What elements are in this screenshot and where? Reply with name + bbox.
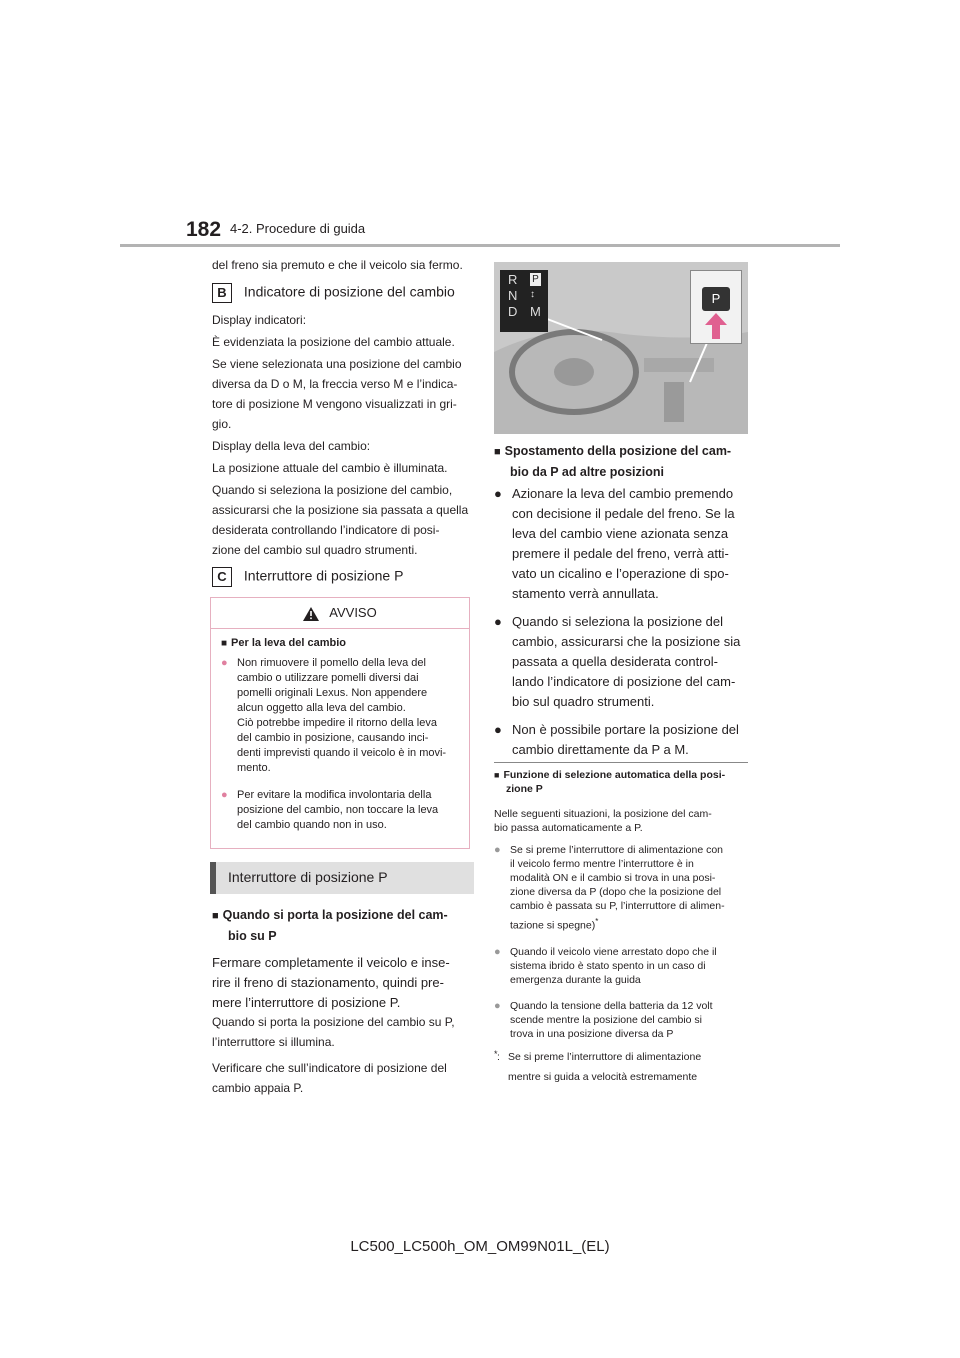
label-b-badge: B — [212, 283, 232, 303]
b-para: Quando si seleziona la posizione del cambio, — [212, 483, 453, 497]
list-item — [494, 720, 754, 760]
line: premere il pedale del freno, verrà atti- — [512, 546, 729, 561]
footnote-ref: * — [595, 917, 599, 926]
line: mento. — [237, 762, 271, 774]
page-number: 182 — [186, 218, 222, 241]
line: del cambio quando non in uso. — [237, 819, 387, 831]
p-switch-knob: P — [702, 287, 730, 311]
arrow-icon: ↕ — [530, 289, 535, 300]
intro-text: del freno sia premuto e che il veicolo sia fermo. — [212, 258, 463, 272]
line: Non è possibile portare la posizione del — [512, 722, 739, 737]
line: mere l’interruttore di posizione P. — [212, 995, 401, 1010]
line: alcun oggetto alla leva del cambio. — [237, 702, 406, 714]
line: Quando la tensione della batteria da 12 volt — [510, 999, 713, 1012]
header-rule — [120, 244, 840, 247]
label-c-title: Interruttore di posizione P — [243, 567, 404, 584]
footer-code: LC500_LC500h_OM_OM99N01L_(EL) — [350, 1238, 610, 1255]
line: Per evitare la modifica involontaria della — [237, 789, 432, 801]
footnote — [494, 1047, 754, 1087]
bullet-dot-icon: ● — [494, 486, 502, 501]
square-bullet-icon: ■ — [221, 638, 228, 649]
pink-up-arrow-icon — [705, 313, 727, 339]
warning-bullet — [221, 656, 459, 776]
line: Non rimuovere il pomello della leva del — [237, 657, 426, 669]
gear-r: R — [508, 272, 518, 287]
line: lando l’indicatore di posizione del cam- — [512, 674, 736, 689]
line: rire il freno di stazionamento, quindi pre- — [212, 975, 444, 990]
b-para: desiderata controllando l’indicatore di posi- — [212, 523, 440, 537]
line: cambio o utilizzare pomelli diversi dai — [237, 672, 419, 684]
intro-3 — [494, 807, 754, 835]
line: l’interruttore si illumina. — [212, 1035, 335, 1049]
line: tazione si spegne) — [510, 919, 596, 932]
heading-line: Spostamento della posizione del cam- — [504, 444, 732, 458]
line: passata a quella desiderata control- — [512, 654, 718, 669]
heading-2 — [494, 441, 754, 482]
warning-title: AVVISO — [329, 605, 377, 620]
section-bar — [210, 862, 474, 894]
p-switch-inset — [690, 270, 742, 344]
list-item — [494, 484, 754, 604]
list-item — [494, 612, 754, 712]
line: cambio appaia P. — [212, 1081, 304, 1095]
dashboard-figure — [494, 262, 748, 434]
footnote-colon: : — [497, 1050, 500, 1063]
pink-dot-icon: ● — [221, 789, 228, 801]
gray-dot-icon: ● — [494, 945, 501, 958]
warning-subtitle-text: Per la leva del cambio — [231, 637, 346, 649]
gray-dot-icon: ● — [494, 844, 501, 856]
heading-line: bio su P — [228, 929, 277, 943]
line: scende mentre la posizione del cambio si — [510, 1013, 703, 1026]
gray-dot-icon: ● — [494, 999, 501, 1012]
bullet-list — [494, 484, 754, 760]
b-para: È evidenziata la posizione del cambio attuale. — [212, 335, 455, 349]
para-small2 — [212, 1058, 447, 1098]
footnote-mark: * — [494, 1048, 498, 1059]
b-para: Display della leva del cambio: — [212, 439, 371, 453]
bullet-dot-icon: ● — [494, 614, 502, 629]
label-b-title: Indicatore di posizione del cambio — [243, 283, 455, 300]
square-bullet-icon: ■ — [494, 446, 501, 458]
line: denti imprevisti quando il veicolo è in movi- — [237, 747, 447, 759]
line: pomelli originali Lexus. Non appendere — [237, 687, 428, 699]
label-c-row — [212, 567, 403, 587]
list-item — [494, 945, 754, 987]
heading-line: zione P — [506, 783, 543, 795]
line: Se si preme l’interruttore di alimentazione — [508, 1050, 702, 1063]
line: del cambio in posizione, causando inci- — [237, 732, 429, 744]
para-big — [212, 953, 450, 1013]
label-c-badge: C — [212, 567, 232, 587]
line: stamento verrà annullata. — [512, 586, 659, 601]
para-small1 — [212, 1012, 455, 1052]
line: bio passa automaticamente a P. — [494, 822, 643, 834]
b-para: Display indicatori: — [212, 313, 307, 327]
line: modalità ON e il cambio si trova in una posi- — [510, 872, 716, 884]
warning-triangle-icon — [303, 607, 319, 621]
b-para: La posizione attuale del cambio è illuminata. — [212, 461, 448, 475]
pink-dot-icon: ● — [221, 657, 228, 669]
line: Se si preme l’interruttore di alimentazione con — [510, 844, 724, 856]
gear-d: D — [508, 304, 518, 319]
line: cambio direttamente da P a M. — [512, 742, 689, 757]
b-para: gio. — [212, 417, 232, 431]
line: Quando il veicolo viene arrestato dopo che il — [510, 945, 717, 958]
line: con decisione il pedale del freno. Se la — [512, 506, 735, 521]
b-para: zione del cambio sul quadro strumenti. — [212, 543, 418, 557]
line: zione diversa da P (dopo che la posizione del — [510, 886, 722, 898]
heading-line: bio da P ad altre posizioni — [510, 465, 664, 479]
b-para: Se viene selezionata una posizione del cambio — [212, 357, 462, 371]
warning-header — [211, 598, 469, 629]
bullet-dot-icon: ● — [494, 722, 502, 737]
list-item — [494, 843, 754, 933]
line: cambio è passata su P, l’interruttore di alimen- — [510, 900, 725, 912]
line: Quando si porta la posizione del cambio su P, — [212, 1015, 455, 1029]
b-para: tore di posizione M vengono visualizzati in gri- — [212, 397, 457, 411]
line: posizione del cambio, non toccare la leva — [237, 804, 439, 816]
line: Nelle seguenti situazioni, la posizione del cam- — [494, 808, 712, 820]
gear-m: M — [530, 304, 541, 319]
heading-line: Quando si porta la posizione del cam- — [222, 908, 448, 922]
b-para: diversa da D o M, la freccia verso M e l’indica- — [212, 377, 458, 391]
square-bullet-icon: ■ — [494, 770, 500, 780]
heading-3 — [494, 768, 754, 796]
list-item — [494, 999, 754, 1041]
divider — [494, 762, 748, 763]
gear-n: N — [508, 288, 518, 303]
section-title: 4-2. Procedure di guida — [230, 221, 366, 236]
label-b-row — [212, 283, 455, 303]
line: sistema ibrido è stato spento in un caso di — [510, 959, 706, 972]
heading-line: Funzione di selezione automatica della posi- — [503, 769, 726, 781]
line: leva del cambio viene azionata senza — [512, 526, 729, 541]
label-b-body — [212, 310, 468, 560]
line: vato un cicalino e l’operazione di spo- — [512, 566, 729, 581]
section-bar-title: Interruttore di posizione P — [228, 869, 388, 885]
square-bullet-icon: ■ — [212, 910, 219, 922]
line: Fermare completamente il veicolo e inse- — [212, 955, 450, 970]
line: Azionare la leva del cambio premendo — [512, 486, 734, 501]
warning-subtitle — [221, 637, 459, 649]
line: cambio, assicurarsi che la posizione sia — [512, 634, 741, 649]
shift-indicator-inset — [500, 270, 548, 332]
heading-p — [212, 905, 470, 946]
warning-box — [210, 597, 470, 849]
line: il veicolo fermo mentre l’interruttore è in — [510, 858, 694, 870]
line: Ciò potrebbe impedire il ritorno della leva — [237, 717, 437, 729]
line: Verificare che sull’indicatore di posizione del — [212, 1061, 447, 1075]
line: Quando si seleziona la posizione del — [512, 614, 724, 629]
line: trova in una posizione diversa da P — [510, 1027, 674, 1040]
line: mentre si guida a velocità estremamente — [508, 1070, 698, 1083]
line: bio sul quadro strumenti. — [512, 694, 655, 709]
b-para: assicurarsi che la posizione sia passata a quella — [212, 503, 469, 517]
auto-p-list — [494, 843, 754, 1087]
warning-bullet — [221, 788, 459, 833]
line: emergenza durante la guida — [510, 973, 641, 986]
gear-p-highlighted: P — [530, 273, 541, 286]
